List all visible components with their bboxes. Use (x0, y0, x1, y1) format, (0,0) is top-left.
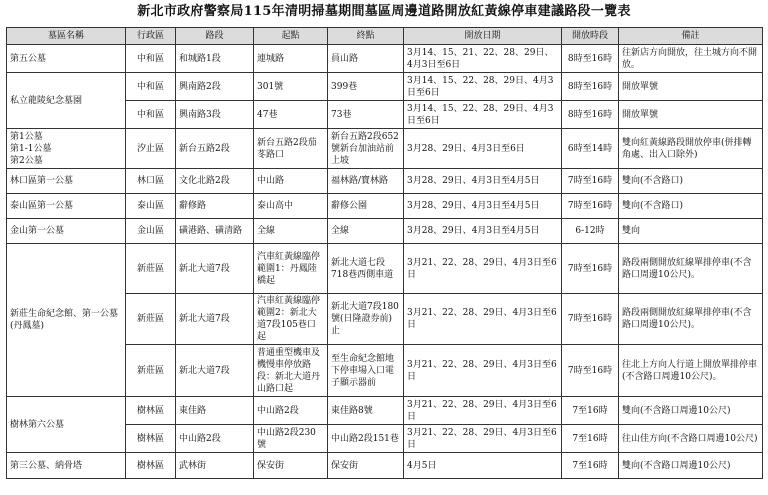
start-cell: 47巷 (254, 101, 328, 129)
cemetery-cell: 樹林第六公墓 (7, 397, 126, 453)
start-cell: 普通重型機車及機慢車停放路段：新北大道丹山路口起 (254, 345, 328, 397)
time-cell: 6時至14時 (562, 129, 619, 169)
district-cell: 中和區 (126, 73, 176, 101)
end-cell: 399巷 (328, 73, 404, 101)
road-cell: 文化北路2段 (176, 169, 254, 194)
end-cell: 中山路2段151巷 (328, 425, 404, 453)
end-cell: 新北大道七段718巷西側車道 (328, 244, 404, 294)
road-cell: 興南路2段 (176, 73, 254, 101)
header-end: 終點 (328, 28, 404, 45)
dates-cell: 3月21、22、28、29日、4月3日至6日 (404, 244, 562, 294)
dates-cell: 3月14、15、22、28、29日、4月3日至6日 (404, 101, 562, 129)
start-cell: 中山路 (254, 169, 328, 194)
start-cell: 301號 (254, 73, 328, 101)
end-cell: 福林路/寶林路 (328, 169, 404, 194)
header-note: 備註 (619, 28, 763, 45)
note-cell: 開放單號 (619, 73, 763, 101)
header-cemetery: 墓區名稱 (7, 28, 126, 45)
time-cell: 7時至16時 (562, 194, 619, 219)
cemetery-cell: 第1公墓 第1-1公墓 第2公墓 (7, 129, 126, 169)
note-cell: 雙向(不含路口周邊10公尺) (619, 397, 763, 425)
note-cell: 路段兩側開放紅線單排停車(不含路口周邊10公尺)。 (619, 244, 763, 294)
time-cell: 7至16時 (562, 453, 619, 479)
end-cell: 全線 (328, 219, 404, 244)
dates-cell: 3月14、15、22、28、29日、4月3日至6日 (404, 73, 562, 101)
header-district: 行政區 (126, 28, 176, 45)
road-cell: 辭修路 (176, 194, 254, 219)
note-cell: 雙向(不含路口) (619, 169, 763, 194)
district-cell: 金山區 (126, 219, 176, 244)
district-cell: 汐止區 (126, 129, 176, 169)
note-cell: 開放單號 (619, 101, 763, 129)
dates-cell: 3月21、22、28、29日、4月3日至6日 (404, 345, 562, 397)
note-cell: 路段兩側開放紅線單排停車(不含路口周邊10公尺)。 (619, 294, 763, 345)
start-cell: 汽車紅黃線臨停範圍1：丹鳳陸橋起 (254, 244, 328, 294)
cemetery-cell: 私立龍陵紀念墓園 (7, 73, 126, 129)
table-row (7, 129, 763, 169)
road-cell: 新北大道7段 (176, 294, 254, 345)
district-cell: 新莊區 (126, 244, 176, 294)
district-cell: 樹林區 (126, 397, 176, 425)
road-cell: 新台五路2段 (176, 129, 254, 169)
end-cell: 員山路 (328, 45, 404, 73)
district-cell: 中和區 (126, 45, 176, 73)
end-cell: 73巷 (328, 101, 404, 129)
dates-cell: 3月28、29日、4月3日至4月5日 (404, 219, 562, 244)
table-header-row (7, 28, 763, 45)
table-row (7, 194, 763, 219)
cemetery-cell: 金山第一公墓 (7, 219, 126, 244)
road-cell: 和城路1段 (176, 45, 254, 73)
start-cell: 全線 (254, 219, 328, 244)
start-cell: 中山路2段 (254, 397, 328, 425)
road-cell: 興南路3段 (176, 101, 254, 129)
end-cell: 保安街 (328, 453, 404, 479)
header-road: 路段 (176, 28, 254, 45)
note-cell: 往山佳方向(不含路口周邊10公尺) (619, 425, 763, 453)
time-cell: 7時至16時 (562, 294, 619, 345)
header-dates: 開放日期 (404, 28, 562, 45)
district-cell: 新莊區 (126, 294, 176, 345)
header-time: 開放時段 (562, 28, 619, 45)
time-cell: 7至16時 (562, 425, 619, 453)
table-row (7, 45, 763, 73)
dates-cell: 3月28、29日、4月3日至4月5日 (404, 194, 562, 219)
time-cell: 7至16時 (562, 397, 619, 425)
cemetery-cell: 林口區第一公墓 (7, 169, 126, 194)
time-cell: 7時至16時 (562, 345, 619, 397)
note-cell: 雙向紅黃線路段開放停車(併排轉角處、出入口除外) (619, 129, 763, 169)
table-row (7, 244, 763, 294)
road-cell: 新北大道7段 (176, 345, 254, 397)
start-cell: 中山路2段230號 (254, 425, 328, 453)
table-row (7, 169, 763, 194)
road-cell: 新北大道7段 (176, 244, 254, 294)
table-row (7, 397, 763, 425)
start-cell: 連城路 (254, 45, 328, 73)
end-cell: 新北大道7段180號(日隆證券前)止 (328, 294, 404, 345)
dates-cell: 3月21、22、28、29日、4月3日至6日 (404, 425, 562, 453)
cemetery-cell: 新莊生命紀念館、第一公墓(丹鳳墓) (7, 244, 126, 397)
header-start: 起點 (254, 28, 328, 45)
end-cell: 新台五路2段652號新台加油站前上坡 (328, 129, 404, 169)
end-cell: 至生命紀念館地下停車場入口電子顯示器前 (328, 345, 404, 397)
cemetery-cell: 第五公墓 (7, 45, 126, 73)
cemetery-cell: 泰山區第一公墓 (7, 194, 126, 219)
dates-cell: 3月14、15、21、22、28、29日、4月3日至6日 (404, 45, 562, 73)
dates-cell: 3月21、22、28、29日、4月3日至6日 (404, 294, 562, 345)
dates-cell: 3月21、22、28、29日、4月3日至6日 (404, 397, 562, 425)
time-cell: 7時至16時 (562, 169, 619, 194)
end-cell: 東佳路8號 (328, 397, 404, 425)
dates-cell: 3月28、29日、4月3日至6日 (404, 129, 562, 169)
time-cell: 8時至16時 (562, 101, 619, 129)
dates-cell: 3月28、29日、4月3日至4月5日 (404, 169, 562, 194)
end-cell: 辭修公園 (328, 194, 404, 219)
district-cell: 林口區 (126, 169, 176, 194)
document-title: 新北市政府警察局115年清明掃墓期間墓區周邊道路開放紅黃線停車建議路段一覽表 (137, 4, 631, 19)
table-row (7, 219, 763, 244)
note-cell: 往北上方向人行道上開放單排停車(不含路口周邊10公尺)。 (619, 345, 763, 397)
start-cell: 保安街 (254, 453, 328, 479)
road-cell: 中山路2段 (176, 425, 254, 453)
district-cell: 中和區 (126, 101, 176, 129)
start-cell: 汽車紅黃線臨停範圍2：新北大道7段105巷口起 (254, 294, 328, 345)
district-cell: 樹林區 (126, 425, 176, 453)
road-cell: 武林街 (176, 453, 254, 479)
district-cell: 樹林區 (126, 453, 176, 479)
table-row (7, 453, 763, 479)
road-cell: 磺港路、磺清路 (176, 219, 254, 244)
note-cell: 雙向 (619, 219, 763, 244)
road-table (6, 27, 763, 479)
start-cell: 新台五路2段茄苳路口 (254, 129, 328, 169)
road-cell: 東佳路 (176, 397, 254, 425)
cemetery-cell: 第三公墓、納骨塔 (7, 453, 126, 479)
time-cell: 6-12時 (562, 219, 619, 244)
start-cell: 泰山高中 (254, 194, 328, 219)
time-cell: 8時至16時 (562, 73, 619, 101)
time-cell: 8時至16時 (562, 45, 619, 73)
note-cell: 雙向(不含路口周邊10公尺) (619, 453, 763, 479)
district-cell: 泰山區 (126, 194, 176, 219)
table-row (7, 73, 763, 101)
dates-cell: 4月5日 (404, 453, 562, 479)
note-cell: 往新店方向開放，往土城方向不開放。 (619, 45, 763, 73)
district-cell: 新莊區 (126, 345, 176, 397)
time-cell: 7時至16時 (562, 244, 619, 294)
note-cell: 雙向(不含路口) (619, 194, 763, 219)
